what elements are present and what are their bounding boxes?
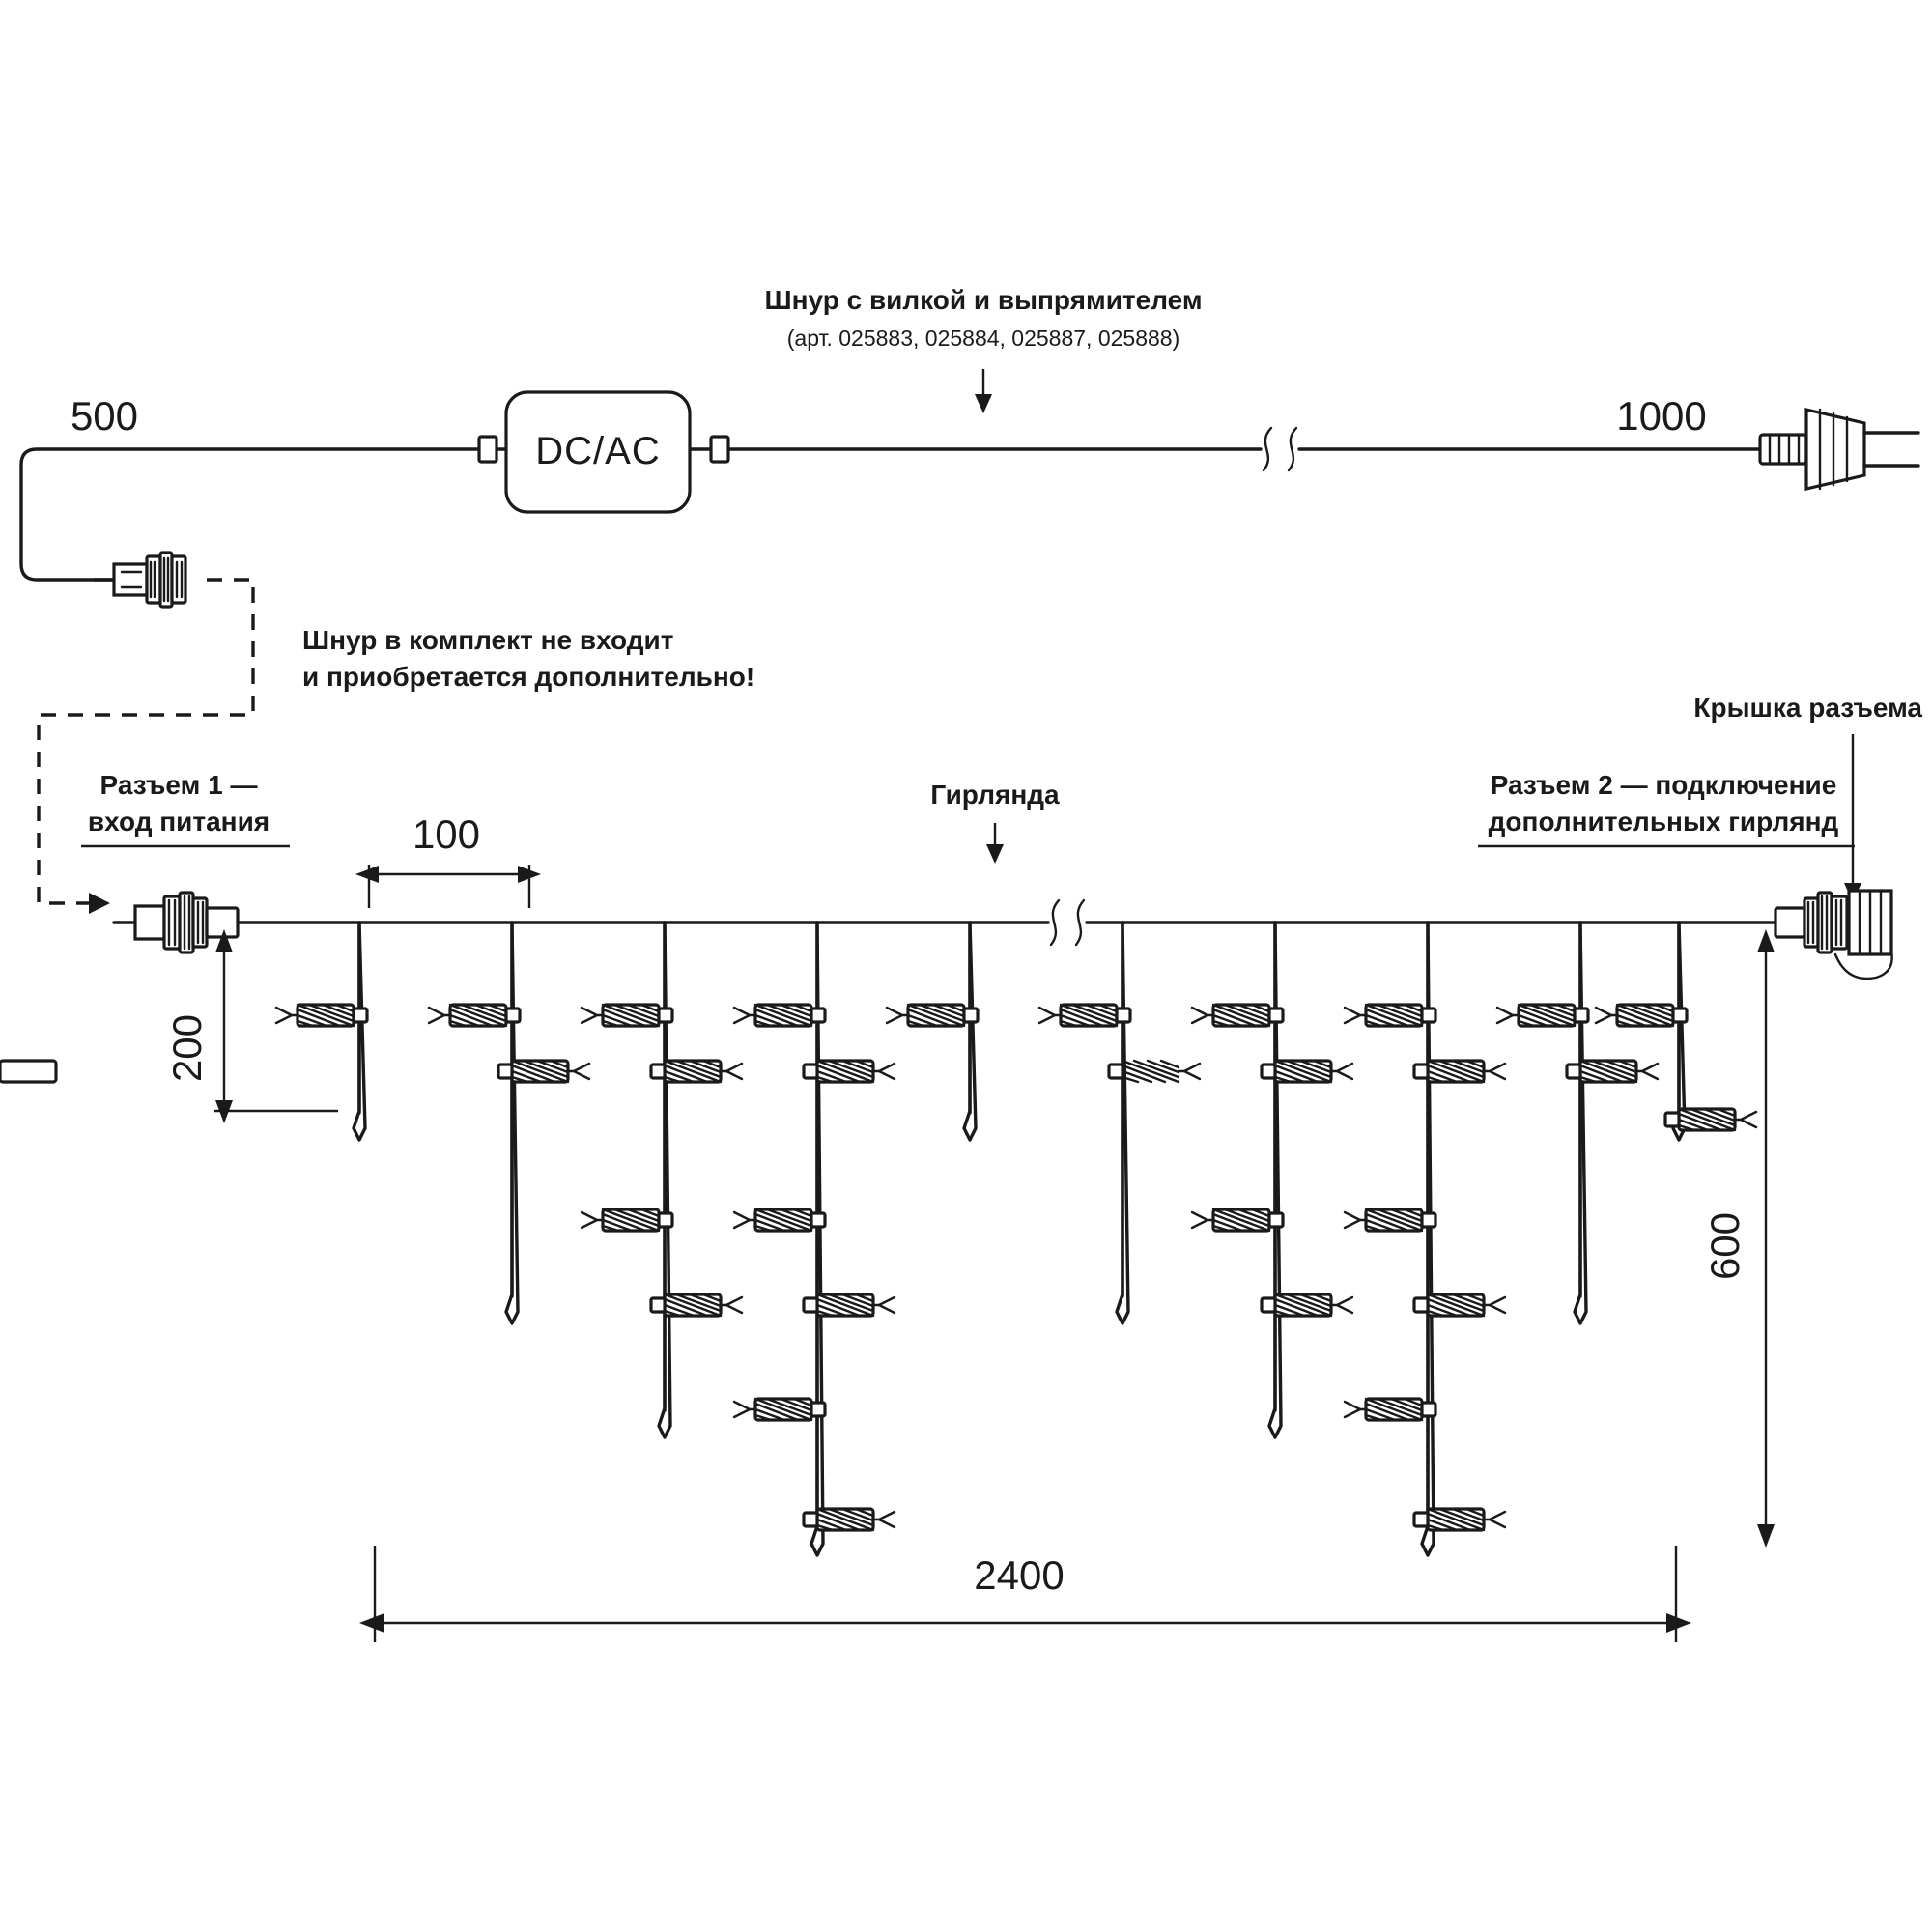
led-lamp-icon: [498, 1061, 589, 1082]
cord-ferrule-right: [711, 437, 728, 462]
connector2-icon: [1776, 893, 1847, 952]
led-lamp-icon: [1345, 1005, 1435, 1026]
dim-100-line: [355, 865, 541, 908]
garland-label: Гирлянда: [930, 780, 1060, 810]
connector2-label-line2: дополнительных гирлянд: [1488, 807, 1839, 837]
led-lamp-icon: [1414, 1294, 1505, 1316]
optional-cord-dashed-path: [39, 580, 253, 914]
dim-1000-label: 1000: [1616, 393, 1707, 439]
power-cord-label-line2: (арт. 025883, 025884, 025887, 025888): [786, 326, 1180, 351]
led-lamp-icon: [1665, 1109, 1756, 1130]
led-lamp-icon: [1345, 1209, 1435, 1231]
led-lamp-icon: [804, 1294, 895, 1316]
transformer-label: DC/AC: [535, 430, 661, 472]
connector1-label-line2: вход питания: [87, 807, 270, 837]
led-lamp-icon: [804, 1061, 895, 1082]
led-lamp-icon: [1262, 1294, 1352, 1316]
power-cord-pointer-arrow-icon: [975, 369, 992, 413]
plug-icon: [1760, 410, 1918, 489]
garland-main-wire: [238, 900, 1776, 945]
connector2-label-line1: Разъем 2 — подключение: [1490, 770, 1837, 800]
led-lamp-icon: [1039, 1005, 1130, 1026]
cap-label: Крышка разъема: [1693, 693, 1922, 723]
led-lamp-icon: [734, 1209, 825, 1231]
led-lamp-icon: [1192, 1005, 1283, 1026]
wire-break-icon: [1264, 428, 1296, 470]
drop-strand: [0, 923, 1200, 1323]
cap-pointer-arrow-icon: [1844, 734, 1861, 902]
cord-end-connector-icon: [95, 553, 185, 607]
dim-500-label: 500: [70, 393, 139, 439]
drop-strand: [429, 923, 589, 1323]
drop-strand: [1192, 923, 1352, 1437]
notice-line1: Шнур в комплект не входит: [302, 625, 674, 655]
led-lamp-icon: [1567, 1061, 1658, 1082]
cord-ferrule-left: [479, 437, 497, 462]
led-lamp-icon: [804, 1509, 895, 1530]
drop-strand: [1497, 923, 1658, 1323]
led-lamp-icon: [582, 1209, 672, 1231]
led-lamp-icon: [651, 1061, 742, 1082]
dim-2400-label: 2400: [974, 1552, 1065, 1598]
drop-strand: [887, 923, 978, 1140]
drop-strand: [1596, 923, 1756, 1140]
led-lamp-icon: [734, 1399, 825, 1420]
led-lamp-icon: [276, 1005, 367, 1026]
notice-line2: и приобретается дополнительно!: [302, 662, 755, 692]
drop-strand: [1345, 923, 1505, 1555]
transformer-icon: [506, 392, 690, 512]
led-lamp-icon: [582, 1005, 672, 1026]
led-lamp-icon: [1345, 1399, 1435, 1420]
led-lamp-icon: [1192, 1209, 1283, 1231]
drop-strand: [582, 923, 742, 1437]
led-lamp-icon: [1596, 1005, 1687, 1026]
led-lamp-icon: [1262, 1061, 1352, 1082]
garland-pointer-arrow-icon: [986, 823, 1004, 864]
connector1-label-line1: Разъем 1 —: [99, 770, 258, 800]
dim-100-label: 100: [412, 811, 481, 857]
dim-600-line: [1757, 929, 1775, 1548]
led-lamp-icon: [429, 1005, 520, 1026]
led-lamp-icon: [734, 1005, 825, 1026]
drop-strand: [276, 923, 367, 1140]
dim-600-label: 600: [1702, 1211, 1747, 1281]
led-lamp-icon: [1414, 1509, 1505, 1530]
led-lamp-icon: [651, 1294, 742, 1316]
drop-strand: [734, 923, 895, 1555]
led-lamp-icon: [1414, 1061, 1505, 1082]
led-lamp-icon: [1497, 1005, 1588, 1026]
power-cord-wire: [21, 449, 1777, 580]
dim-200-label: 200: [164, 1013, 210, 1083]
led-lamp-icon: [887, 1005, 978, 1026]
power-cord-label-line1: Шнур с вилкой и выпрямителем: [764, 285, 1203, 315]
